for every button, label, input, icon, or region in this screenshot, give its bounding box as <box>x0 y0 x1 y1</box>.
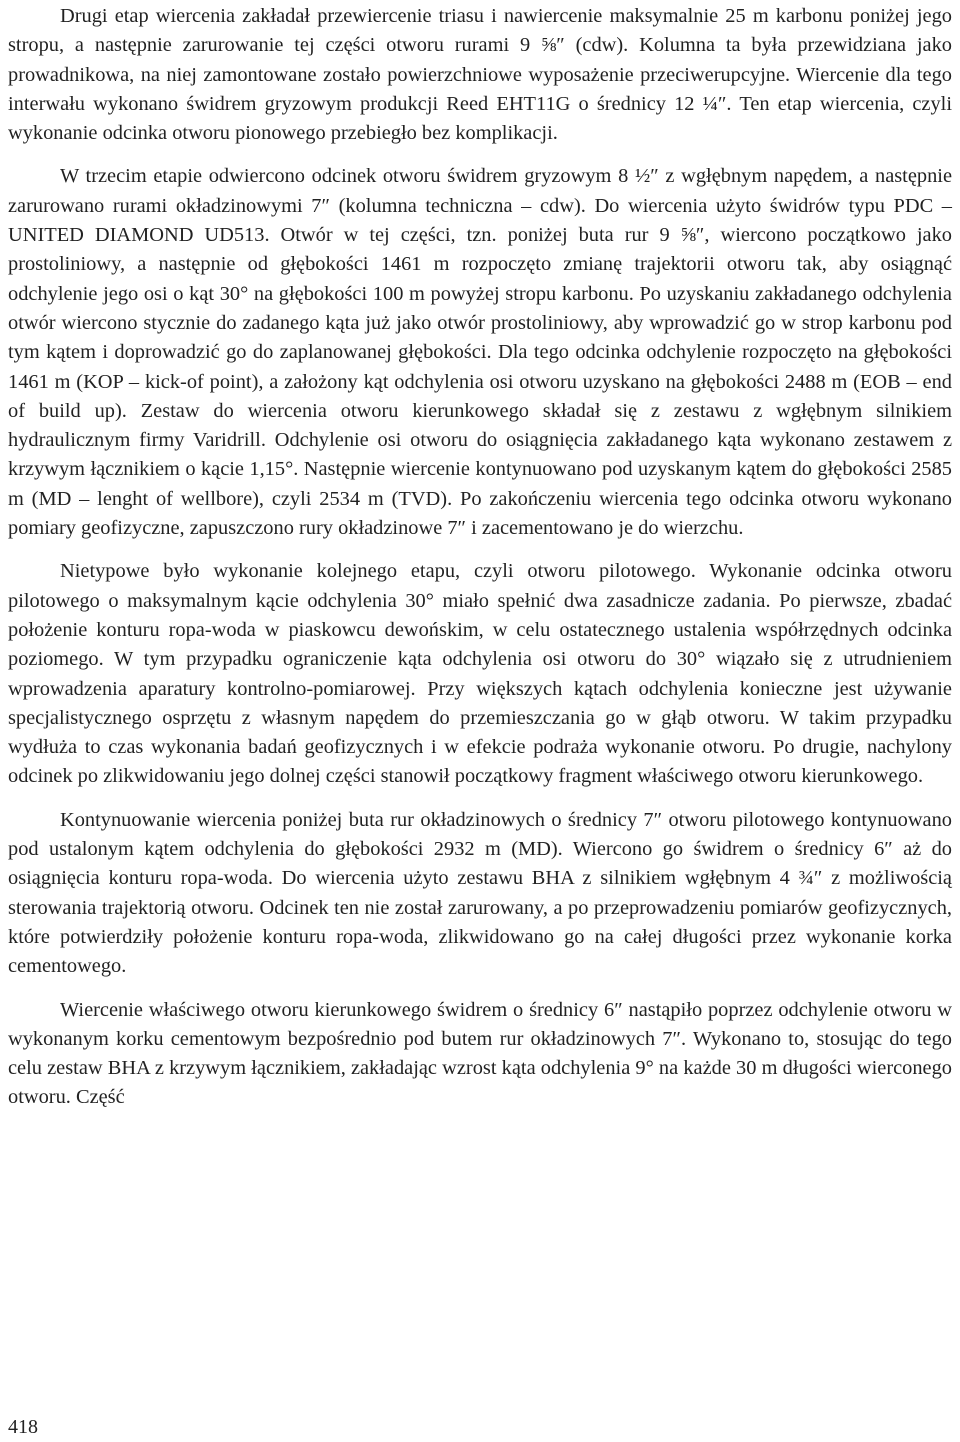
paragraph-drilling-stage-two: Drugi etap wiercenia zakładał przewiercenie triasu i nawiercenie maksymalnie 25 m karbonu poniżej jego stropu, a następnie zarurowanie tej części otworu rurami 9 ⅝″ (cdw). Kolumna ta była przewidziana jako prowadnikowa, na niej zamontowane zostało powierzchniowe wyposażenie przeciwerupcyjne. Wiercenie dla tego interwału wykonano świdrem gryzowym produkcji Reed EHT11G o średnicy 12 ¼″. Ten etap wiercenia, czyli wykonanie odcinka otworu pionowego przebiegło bez komplikacji. <box>8 5 952 145</box>
page-number: 418 <box>8 1416 38 1438</box>
paragraph-drilling-stage-three: W trzecim etapie odwiercono odcinek otworu świdrem gryzowym 8 ½″ z wgłębnym napędem, a następnie zarurowano rurami okładzinowymi 7″ (kolumna techniczna – cdw). Do wiercenia użyto świdrów typu PDC – UNITED DIAMOND UD513. Otwór w tej części, tzn. poniżej buta rur 9 ⅝″, wiercono początkowo jako prostoliniowy, a następnie od głębokości 1461 m rozpoczęto zmianę trajektorii otworu tak, aby osiągnąć odchylenie jego osi o kąt 30° na głębokości 100 m powyżej stropu karbonu. Po uzyskaniu zakładanego odchylenia otwór wiercono stycznie do zadanego kąta już jako otwór prostoliniowy, aby wprowadzić go w strop karbonu pod tym kątem i doprowadzić go do zaplanowanej głębokości. Dla tego odcinka odchylenie rozpoczęto na głębokości 1461 m (KOP – kick-of point), a założony kąt odchylenia osi otworu uzyskano na głębokości 2488 m (EOB – end of build up). Zestaw do wiercenia otworu kierunkowego składał się z zestawu z wgłębnym silnikiem hydraulicznym firmy Varidrill. Odchylenie osi otworu do osiągnięcia zakładanego kąta wykonano zestawem z krzywym łącznikiem o kącie 1,15°. Następnie wiercenie kontynuowano pod uzyskanym kątem do głębokości 2585 m (MD – lenght of wellbore), czyli 2534 m (TVD). Po zakończeniu wiercenia tego odcinka otworu wykonano pomiary geofizyczne, zapuszczono rury okładzinowe 7″ i zacementowano je do wierzchu. <box>8 165 952 540</box>
paragraph-directional-well: Wiercenie właściwego otworu kierunkowego świdrem o średnicy 6″ nastąpiło poprzez odchylenie otworu w wykonanym korku cementowym bezpośrednio pod butem rur okładzinowych 7″. Wykonano to, stosując do tego celu zestaw BHA z krzywym łącznikiem, zakładając wzrost kąta odchylenia 9° na każde 30 m długości wierconego otworu. Część <box>8 998 952 1109</box>
paragraph-pilot-hole: Nietypowe było wykonanie kolejnego etapu, czyli otworu pilotowego. Wykonanie odcinka otworu pilotowego o maksymalnym kącie odchylenia 30° miało spełnić dwa zasadnicze zadania. Po pierwsze, zbadać położenie konturu ropa-woda w piaskowcu dewońskim, w celu ostatecznego ustalenia współrzędnych odcinka poziomego. W tym przypadku ograniczenie kąta odchylenia osi otworu do 30° wiązało się z utrudnieniem wprowadzenia aparatury kontrolno-pomiarowej. Przy większych kątach odchylenia konieczne jest używanie specjalistycznego osprzętu z własnym napędem do przemieszczania go w głąb otworu. W takim przypadku wydłuża to czas wykonania badań geofizycznych i w efekcie podraża wykonanie otworu. Po drugie, nachylony odcinek po zlikwidowaniu jego dolnej części stanowił początkowy fragment właściwego otworu kierunkowego. <box>8 560 952 788</box>
paragraph-pilot-continuation: Kontynuowanie wiercenia poniżej buta rur okładzinowych o średnicy 7″ otworu pilotowego kontynuowano pod ustalonym kątem odchylenia do głębokości 2932 m (MD). Wiercono go świdrem o średnicy 6″ aż do osiągnięcia konturu ropa-woda. Do wiercenia użyto zestawu BHA z silnikiem wgłębnym 4 ¾″ z możliwością sterowania trajektorią otworu. Odcinek ten nie został zarurowany, a po przeprowadzeniu pomiarów geofizycznych, które potwierdziły położenie konturu ropa-woda, zlikwidowano go na całej długości przez wykonanie korka cementowego. <box>8 808 952 978</box>
